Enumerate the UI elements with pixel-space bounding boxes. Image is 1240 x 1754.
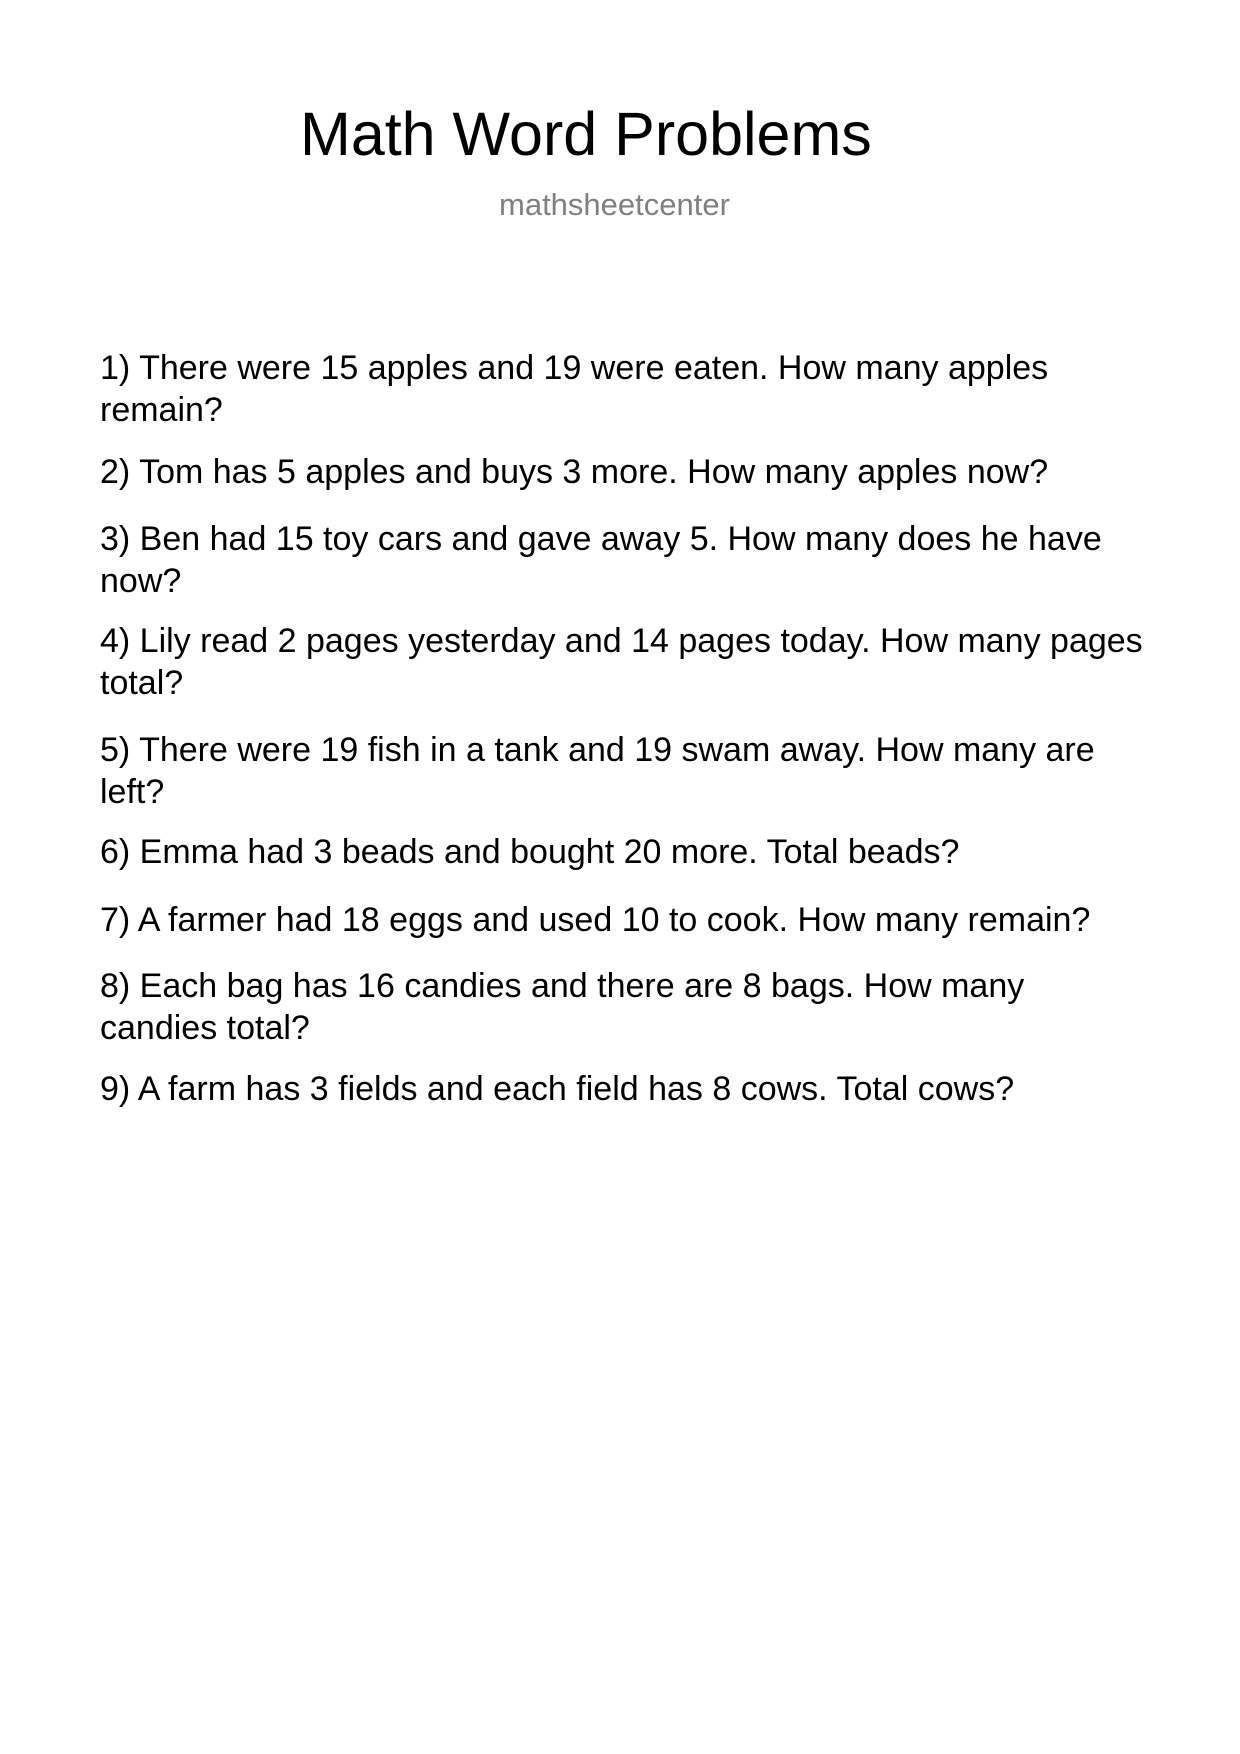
problem-item-7: 7) A farmer had 18 eggs and used 10 to cook. How many remain?	[100, 901, 1091, 939]
page-subtitle: mathsheetcenter	[499, 187, 730, 222]
problem-item-4: 4) Lily read 2 pages yesterday and 14 pages today. How many pages total?	[100, 622, 1143, 702]
problem-item-3: 3) Ben had 15 toy cars and gave away 5. How many does he have now?	[100, 520, 1102, 600]
problem-item-1: 1) There were 15 apples and 19 were eaten. How many apples remain?	[100, 349, 1049, 429]
problem-item-8: 8) Each bag has 16 candies and there are 8 bags. How many candies total?	[100, 967, 1025, 1047]
problem-item-2: 2) Tom has 5 apples and buys 3 more. How many apples now?	[100, 453, 1049, 491]
problem-item-5: 5) There were 19 fish in a tank and 19 swam away. How many are left?	[100, 731, 1095, 811]
page-title: Math Word Problems	[300, 100, 872, 168]
problem-item-9: 9) A farm has 3 fields and each field has 8 cows. Total cows?	[100, 1070, 1015, 1108]
problem-item-6: 6) Emma had 3 beads and bought 20 more. Total beads?	[100, 833, 960, 871]
